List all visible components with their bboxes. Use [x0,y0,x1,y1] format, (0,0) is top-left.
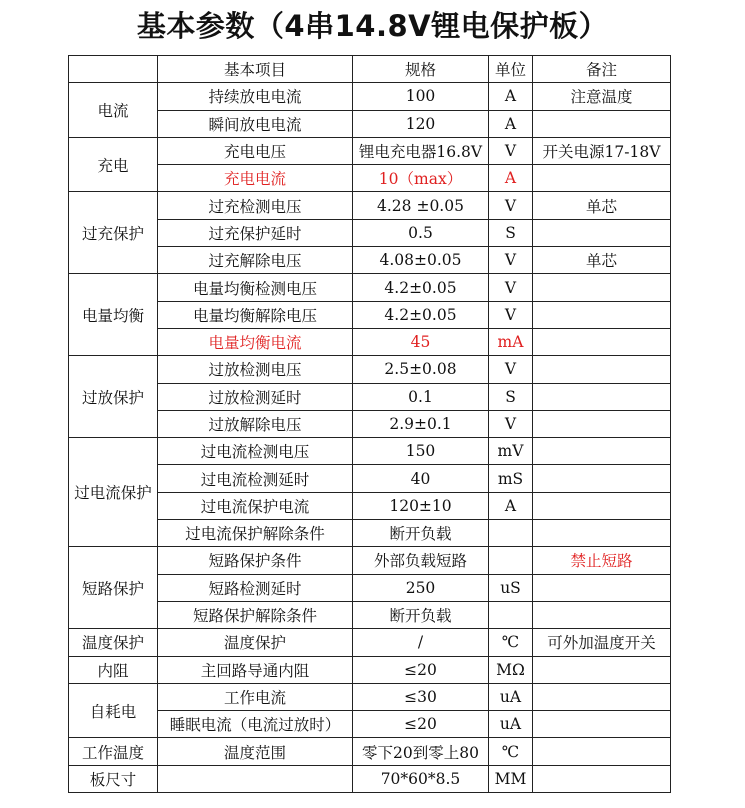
note-cell: 注意温度 [533,83,671,110]
table-row [69,465,671,492]
spec-cell: 45 [353,328,489,355]
unit-cell: MΩ [489,656,533,683]
note-cell [533,328,671,355]
item-cell: 过电流保护电流 [158,492,353,519]
spec-cell: 0.1 [353,383,489,410]
unit-cell: uS [489,574,533,601]
params-table [68,55,671,793]
spec-cell: 0.5 [353,219,489,246]
item-cell: 过充保护延时 [158,219,353,246]
group-cell: 短路保护 [69,547,158,629]
table-row [69,547,671,574]
note-cell [533,383,671,410]
params-table-body [69,56,671,793]
note-cell [533,683,671,710]
note-cell: 单芯 [533,247,671,274]
spec-cell: 150 [353,438,489,465]
unit-cell: V [489,356,533,383]
item-cell: 过电流保护解除条件 [158,520,353,547]
note-cell [533,711,671,738]
group-cell: 温度保护 [69,629,158,656]
header-cell-unit: 单位 [489,56,533,83]
item-cell: 睡眠电流（电流过放时） [158,711,353,738]
note-cell [533,219,671,246]
note-cell [533,410,671,437]
spec-cell: 4.2±0.05 [353,301,489,328]
unit-cell [489,520,533,547]
unit-cell [489,601,533,628]
group-cell: 电量均衡 [69,274,158,356]
unit-cell: A [489,83,533,110]
header-cell-spec: 规格 [353,56,489,83]
header-cell-group [69,56,158,83]
group-cell: 过放保护 [69,356,158,438]
page-title: 基本参数（4串14.8V锂电保护板） [136,9,609,43]
table-row [69,165,671,192]
table-row [69,192,671,219]
unit-cell: V [489,274,533,301]
item-cell: 过电流检测延时 [158,465,353,492]
spec-cell: 120±10 [353,492,489,519]
table-row [69,219,671,246]
item-cell: 短路检测延时 [158,574,353,601]
table-row [69,438,671,465]
table-row [69,383,671,410]
spec-cell: 外部负载短路 [353,547,489,574]
table-row [69,247,671,274]
spec-cell: 4.28 ±0.05 [353,192,489,219]
table-row [69,410,671,437]
item-cell: 电量均衡电流 [158,328,353,355]
unit-cell: S [489,383,533,410]
item-cell: 过放检测延时 [158,383,353,410]
group-cell: 自耗电 [69,683,158,738]
spec-cell: ≤20 [353,711,489,738]
item-cell: 短路保护解除条件 [158,601,353,628]
item-cell: 过放检测电压 [158,356,353,383]
item-cell: 过充检测电压 [158,192,353,219]
unit-cell: V [489,410,533,437]
note-cell [533,492,671,519]
spec-cell: 断开负载 [353,520,489,547]
group-cell: 过电流保护 [69,438,158,547]
table-row [69,629,671,656]
spec-cell: 2.5±0.08 [353,356,489,383]
table-row [69,520,671,547]
group-cell: 板尺寸 [69,765,158,792]
spec-cell: 250 [353,574,489,601]
unit-cell: ℃ [489,738,533,765]
header-row [69,56,671,83]
table-row [69,492,671,519]
unit-cell: mV [489,438,533,465]
table-row [69,274,671,301]
spec-cell: 4.2±0.05 [353,274,489,301]
table-row [69,328,671,355]
note-cell: 开关电源17-18V [533,137,671,164]
item-cell: 短路保护条件 [158,547,353,574]
unit-cell: ℃ [489,629,533,656]
unit-cell: V [489,247,533,274]
unit-cell: S [489,219,533,246]
item-cell: 温度范围 [158,738,353,765]
group-cell: 过充保护 [69,192,158,274]
spec-cell: 120 [353,110,489,137]
note-cell [533,574,671,601]
unit-cell: V [489,301,533,328]
note-cell [533,520,671,547]
table-row [69,765,671,792]
spec-cell: 10（max） [353,165,489,192]
note-cell [533,765,671,792]
note-cell [533,274,671,301]
spec-cell: 锂电充电器16.8V [353,137,489,164]
header-cell-note: 备注 [533,56,671,83]
table-row [69,738,671,765]
note-cell [533,301,671,328]
note-cell [533,601,671,628]
table-row [69,137,671,164]
unit-cell: V [489,192,533,219]
spec-cell: ≤30 [353,683,489,710]
group-cell: 工作温度 [69,738,158,765]
header-cell-item: 基本项目 [158,56,353,83]
table-row [69,683,671,710]
spec-cell: 零下20到零上80 [353,738,489,765]
spec-cell: 2.9±0.1 [353,410,489,437]
note-cell [533,465,671,492]
item-cell: 电量均衡解除电压 [158,301,353,328]
unit-cell: A [489,110,533,137]
note-cell [533,165,671,192]
spec-cell: 断开负载 [353,601,489,628]
item-cell: 过放解除电压 [158,410,353,437]
group-cell: 电流 [69,83,158,138]
item-cell: 电量均衡检测电压 [158,274,353,301]
note-cell: 禁止短路 [533,547,671,574]
table-row [69,83,671,110]
unit-cell: A [489,165,533,192]
unit-cell: uA [489,711,533,738]
table-row [69,356,671,383]
spec-cell: 40 [353,465,489,492]
unit-cell [489,547,533,574]
note-cell: 单芯 [533,192,671,219]
unit-cell: mS [489,465,533,492]
item-cell: 充电电流 [158,165,353,192]
item-cell: 工作电流 [158,683,353,710]
table-row [69,656,671,683]
unit-cell: MM [489,765,533,792]
item-cell [158,765,353,792]
item-cell: 过电流检测电压 [158,438,353,465]
spec-cell: ≤20 [353,656,489,683]
note-cell [533,438,671,465]
note-cell [533,110,671,137]
note-cell [533,356,671,383]
unit-cell: mA [489,328,533,355]
note-cell [533,656,671,683]
item-cell: 过充解除电压 [158,247,353,274]
table-row [69,110,671,137]
unit-cell: A [489,492,533,519]
group-cell: 充电 [69,137,158,192]
spec-cell: 70*60*8.5 [353,765,489,792]
item-cell: 充电电压 [158,137,353,164]
item-cell: 温度保护 [158,629,353,656]
item-cell: 瞬间放电电流 [158,110,353,137]
table-row [69,301,671,328]
note-cell: 可外加温度开关 [533,629,671,656]
unit-cell: uA [489,683,533,710]
table-row [69,574,671,601]
unit-cell: V [489,137,533,164]
table-row [69,601,671,628]
item-cell: 持续放电电流 [158,83,353,110]
note-cell [533,738,671,765]
spec-cell: 100 [353,83,489,110]
item-cell: 主回路导通内阻 [158,656,353,683]
group-cell: 内阻 [69,656,158,683]
spec-cell: / [353,629,489,656]
table-row [69,711,671,738]
spec-cell: 4.08±0.05 [353,247,489,274]
